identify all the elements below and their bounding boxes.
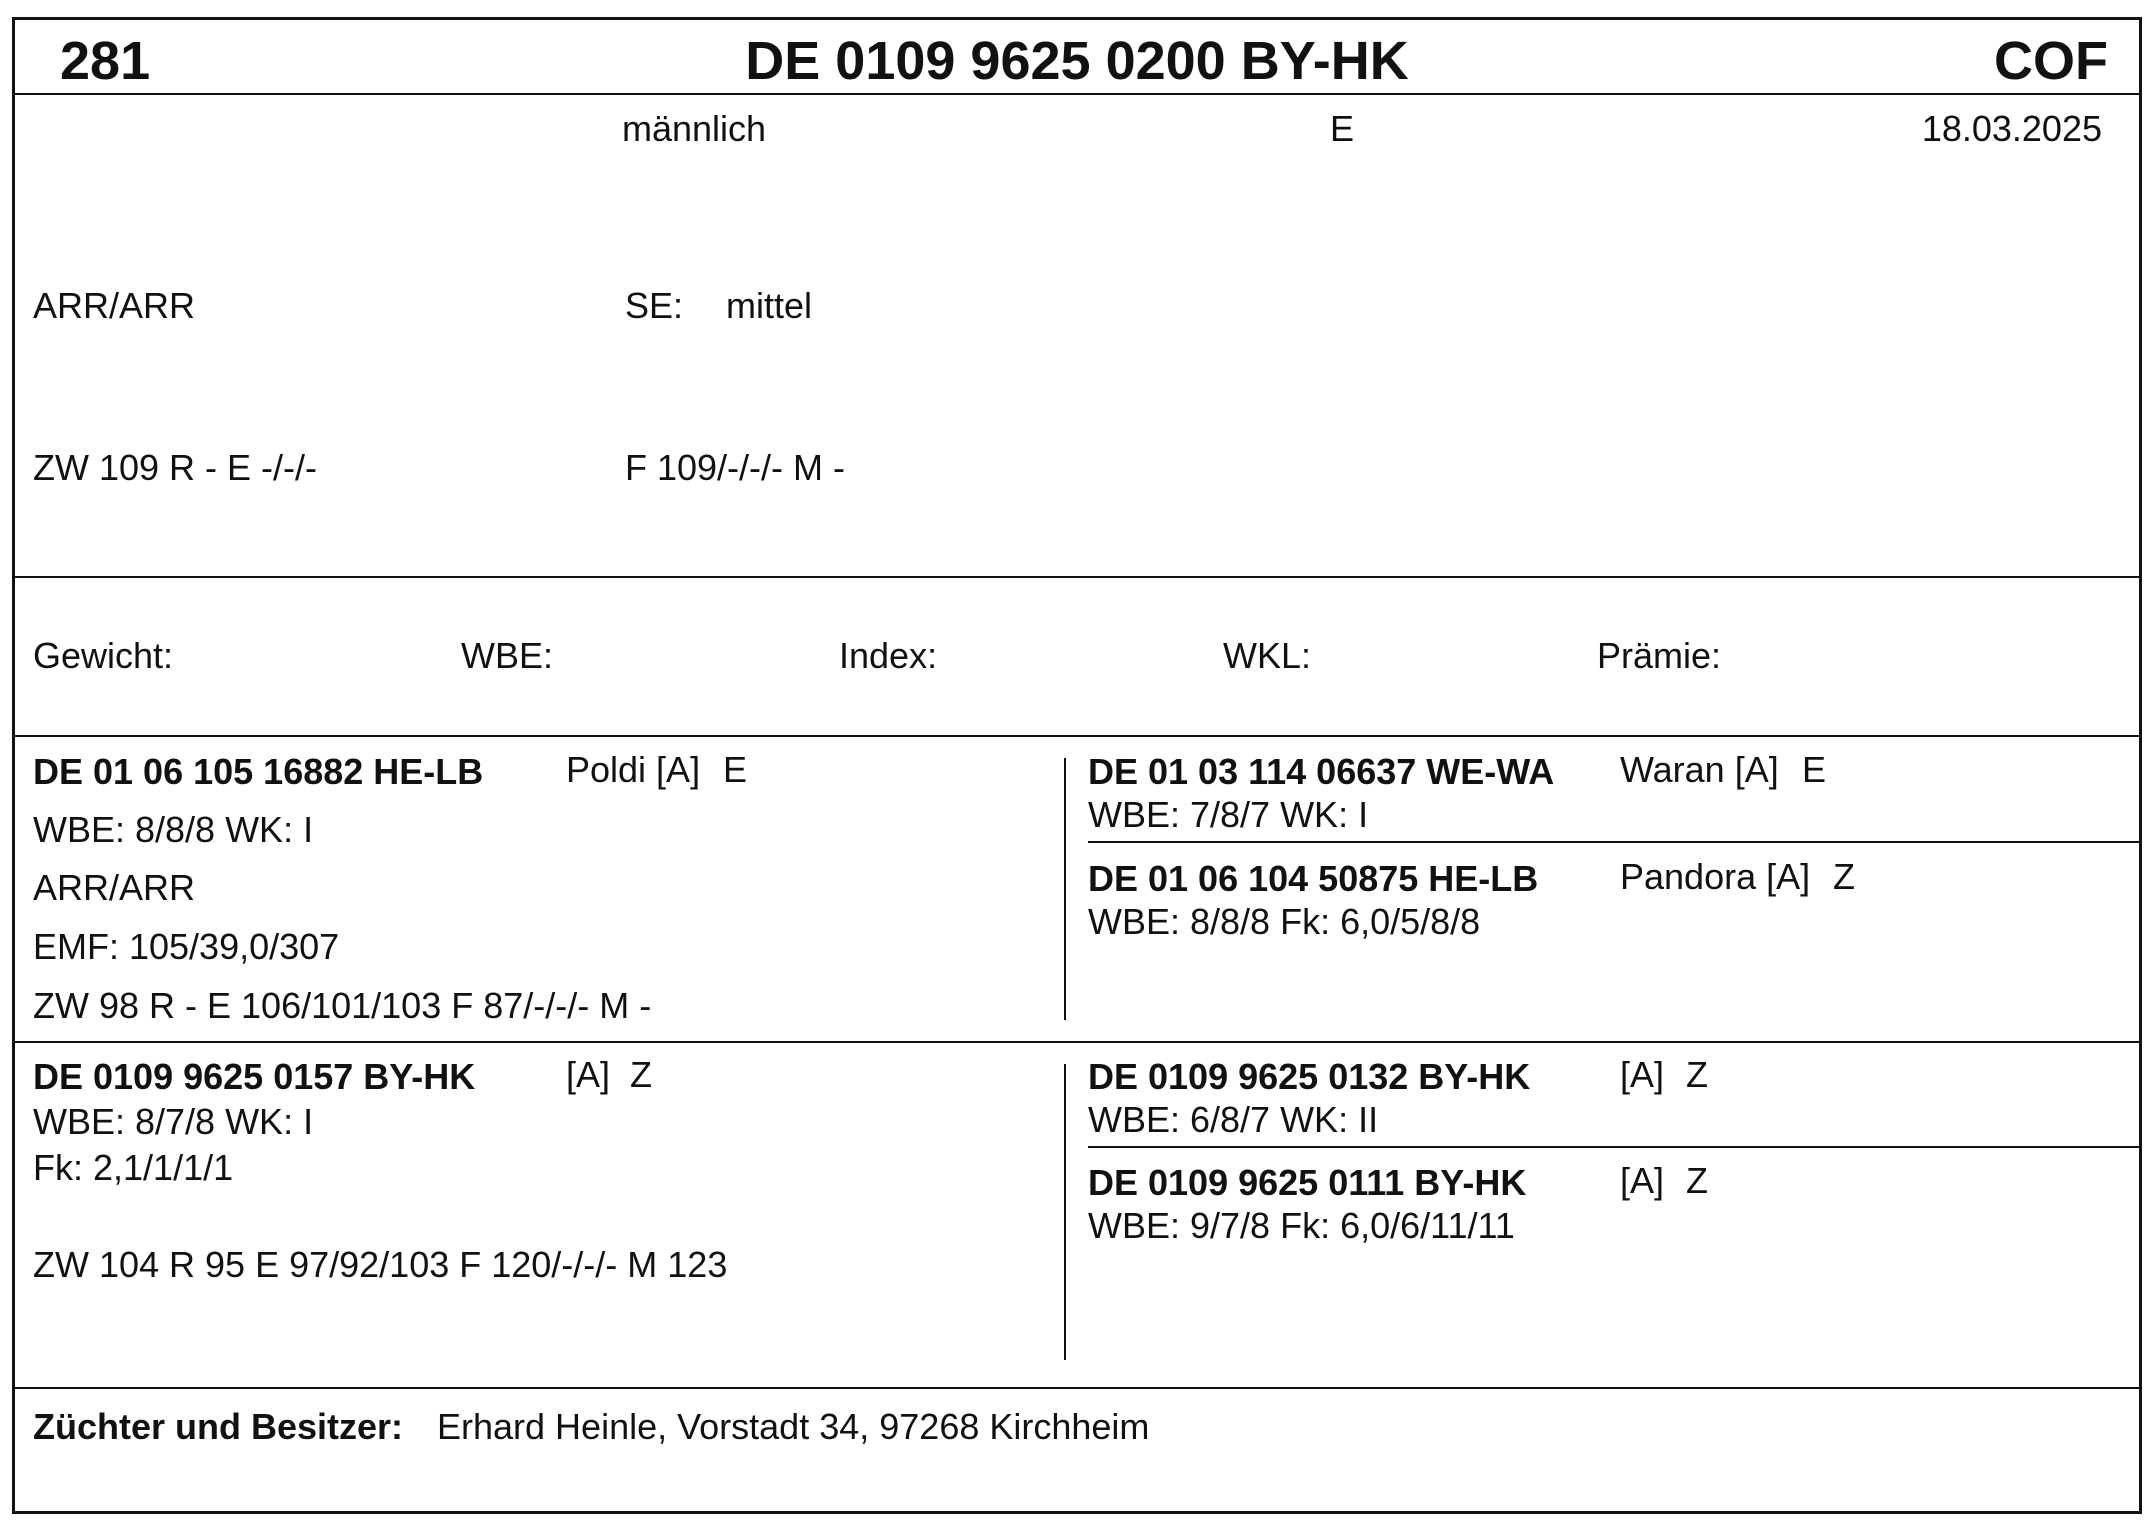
- dam-wbe: WBE: 8/7/8 WK: I: [33, 1101, 314, 1142]
- zw-value: ZW 109 R - E -/-/-: [33, 447, 318, 488]
- sire-wbe: WBE: 8/8/8 WK: I: [33, 809, 314, 850]
- sire-grade: E: [723, 749, 748, 790]
- weight-label: Gewicht:: [33, 635, 174, 676]
- divider-sire-grandparents: [1088, 841, 2142, 843]
- dam-zw: ZW 104 R 95 E 97/92/103 F 120/-/-/- M 123: [33, 1244, 728, 1285]
- dam-name: [A]: [566, 1054, 611, 1095]
- sire-sire-name: Waran [A]: [1620, 749, 1779, 790]
- index-label: Index:: [839, 635, 938, 676]
- se-value: mittel: [726, 285, 813, 326]
- sire-dam-grade: Z: [1833, 856, 1855, 897]
- divider-parents: [12, 1041, 2142, 1043]
- breeder-label: Züchter und Besitzer:: [33, 1406, 404, 1447]
- praemie-label: Prämie:: [1597, 635, 1722, 676]
- animal-id: DE 0109 9625 0200 BY-HK: [745, 31, 1409, 91]
- dam-sire-name: [A]: [1620, 1054, 1665, 1095]
- sire-dam-wbe: WBE: 8/8/8 Fk: 6,0/5/8/8: [1088, 901, 1481, 942]
- f-value: F 109/-/-/- M -: [625, 447, 846, 488]
- divider-dam-vertical: [1064, 1064, 1066, 1360]
- dam-sire-id: DE 0109 9625 0132 BY-HK: [1088, 1056, 1531, 1097]
- dam-dam-grade: Z: [1686, 1160, 1708, 1201]
- dam-dam-name: [A]: [1620, 1160, 1665, 1201]
- divider-grandparents: [12, 1387, 2142, 1389]
- genotype: ARR/ARR: [33, 285, 196, 326]
- sex: männlich: [622, 108, 767, 149]
- se-label: SE:: [625, 285, 684, 326]
- breed-code: COF: [1994, 31, 2108, 91]
- sire-sire-wbe: WBE: 7/8/7 WK: I: [1088, 794, 1369, 835]
- sire-sire-grade: E: [1802, 749, 1827, 790]
- divider-metrics: [12, 735, 2142, 737]
- wkl-label: WKL:: [1223, 635, 1312, 676]
- dam-sire-wbe: WBE: 6/8/7 WK: II: [1088, 1099, 1379, 1140]
- divider-header: [12, 93, 2142, 95]
- sire-genotype: ARR/ARR: [33, 867, 196, 908]
- dam-dam-id: DE 0109 9625 0111 BY-HK: [1088, 1162, 1527, 1203]
- divider-info: [12, 576, 2142, 578]
- grade: E: [1330, 108, 1355, 149]
- sire-dam-name: Pandora [A]: [1620, 856, 1811, 897]
- sire-sire-id: DE 01 03 114 06637 WE-WA: [1088, 751, 1555, 792]
- dam-grade: Z: [630, 1054, 652, 1095]
- wbe-label: WBE:: [461, 635, 554, 676]
- birth-date: 18.03.2025: [1921, 108, 2102, 149]
- dam-id: DE 0109 9625 0157 BY-HK: [33, 1056, 476, 1097]
- dam-sire-grade: Z: [1686, 1054, 1708, 1095]
- sire-dam-id: DE 01 06 104 50875 HE-LB: [1088, 858, 1539, 899]
- sire-id: DE 01 06 105 16882 HE-LB: [33, 751, 484, 792]
- catalog-number: 281: [60, 31, 151, 91]
- breeder-value: Erhard Heinle, Vorstadt 34, 97268 Kirchheim: [437, 1406, 1150, 1447]
- dam-dam-wbe: WBE: 9/7/8 Fk: 6,0/6/11/11: [1088, 1205, 1515, 1246]
- sire-name: Poldi [A]: [566, 749, 701, 790]
- divider-sire-vertical: [1064, 758, 1066, 1020]
- divider-dam-grandparents: [1088, 1146, 2142, 1148]
- dam-fk: Fk: 2,1/1/1/1: [33, 1147, 234, 1188]
- sire-emf: EMF: 105/39,0/307: [33, 926, 340, 967]
- sire-zw: ZW 98 R - E 106/101/103 F 87/-/-/- M -: [33, 985, 652, 1026]
